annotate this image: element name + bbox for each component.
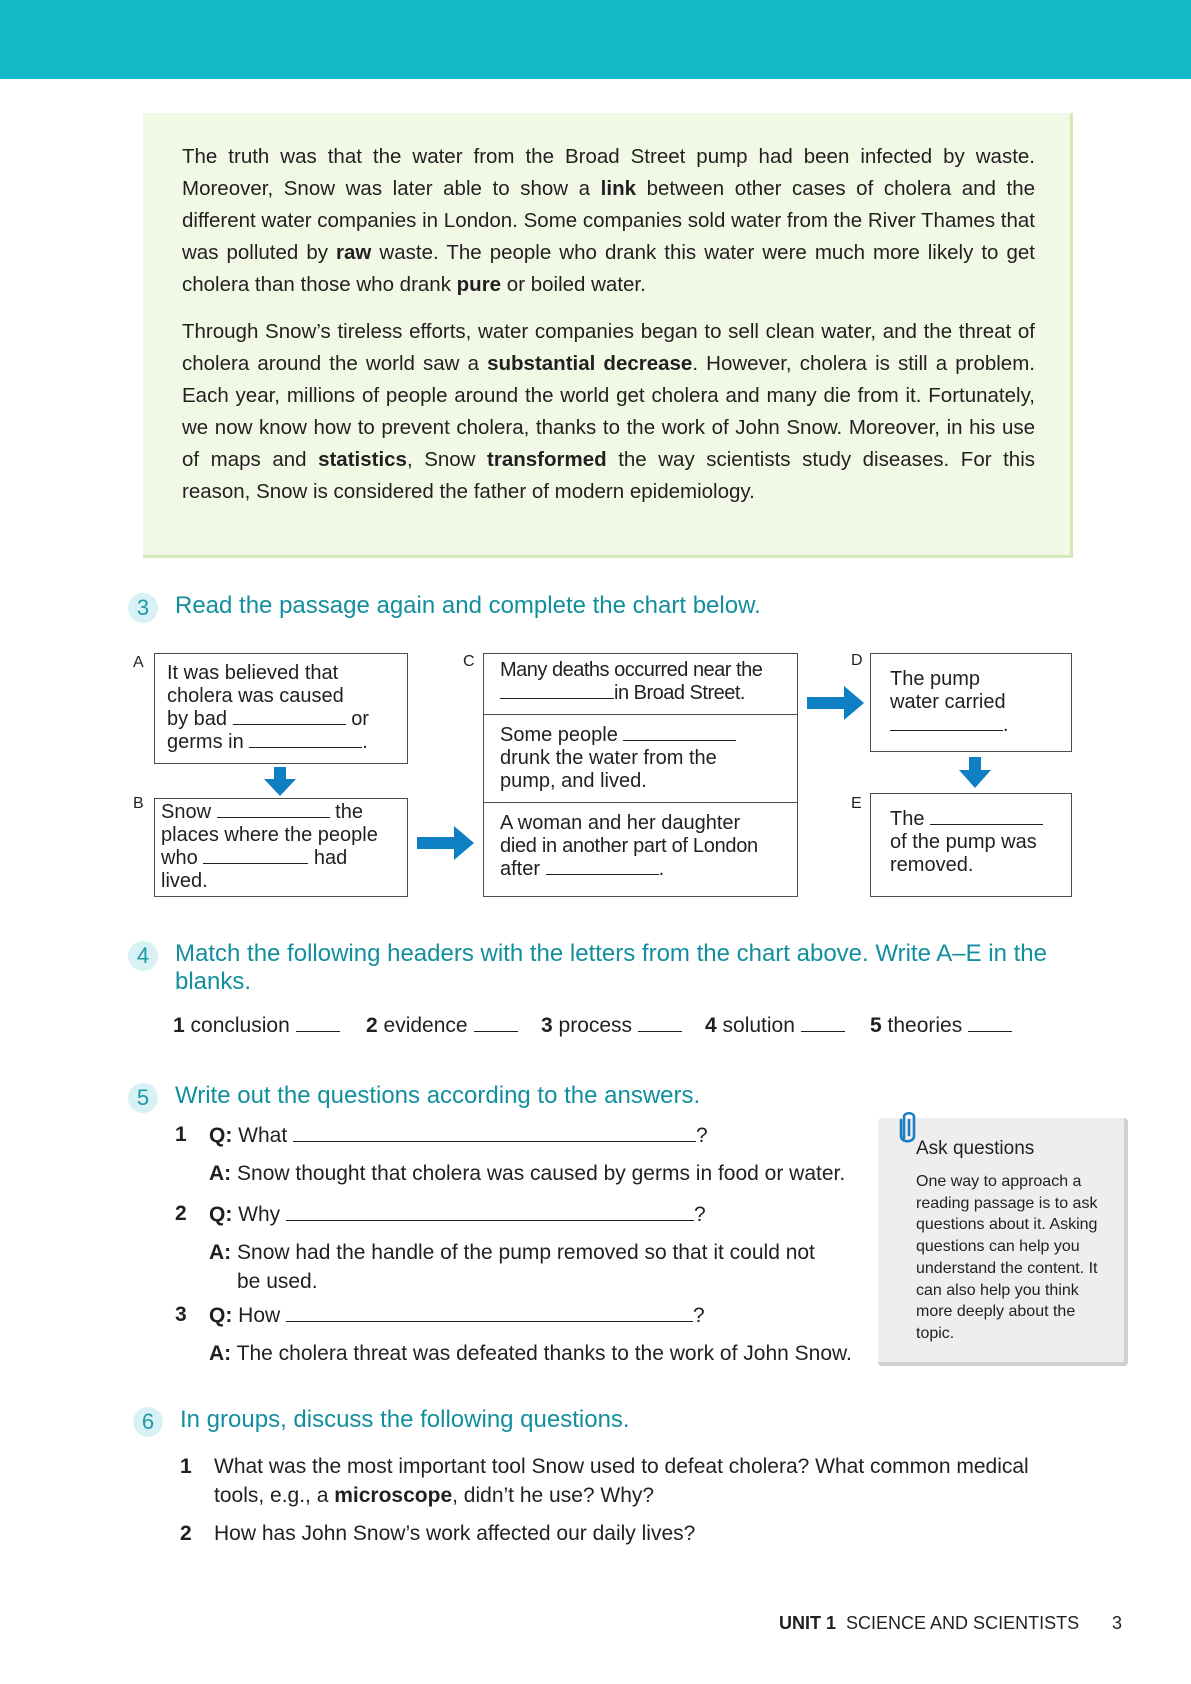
box-b-line: Snow the: [161, 801, 363, 823]
box-b-line: places where the people: [161, 824, 378, 846]
page-footer: UNIT 1 SCIENCE AND SCIENTISTS: [779, 1613, 1080, 1633]
answer-blank[interactable]: [217, 802, 330, 818]
answer-row: A: Snow thought that cholera was caused by germs in food or water.: [209, 1162, 846, 1185]
answer-blank[interactable]: [890, 715, 1003, 731]
box-c-line: in Broad Street.: [500, 682, 745, 705]
top-banner: [0, 0, 1191, 79]
vocab-microscope: microscope: [334, 1484, 453, 1507]
answer-row: A: The cholera threat was defeated thanks to the work of John Snow.: [209, 1342, 852, 1365]
chart-divider: [483, 714, 798, 715]
question-row: Q: How ?: [209, 1301, 705, 1330]
box-b-line: lived.: [161, 870, 208, 892]
vocab-link: link: [600, 177, 636, 200]
box-d-line: water carried: [890, 691, 1006, 713]
match-item: 4 solution: [705, 1013, 845, 1038]
box-c-line: Many deaths occurred near the: [500, 659, 763, 681]
match-item: 5 theories: [870, 1013, 1012, 1038]
box-a-line: cholera was caused: [167, 685, 344, 707]
question-row: 1: [175, 1123, 187, 1146]
vocab-statistics: statistics: [318, 448, 407, 471]
vocab-raw: raw: [336, 241, 372, 264]
chart-letter-a: A: [133, 654, 144, 671]
answer-blank[interactable]: [249, 732, 362, 748]
answer-blank[interactable]: [233, 709, 346, 725]
arrow-down-icon: [959, 757, 991, 789]
exercise-title: In groups, discuss the following questions.: [180, 1406, 630, 1433]
box-a-line: It was believed that: [167, 662, 339, 684]
vocab-substantial-decrease: substantial decrease: [487, 352, 693, 375]
box-d-line: .: [890, 714, 1009, 737]
passage-paragraph-1: The truth was that the water from the Broad Street pump had been infected by waste. Moreover, Snow was later able to show a link between other cases of cholera and the different water companies in London. Some companies sold water from the River Thames that was polluted by raw waste. The people who drank this water were much more likely to get cholera than those who drank pure or boiled water.: [182, 145, 1036, 296]
box-d-line: The pump: [890, 668, 981, 690]
answer-blank[interactable]: [801, 1013, 845, 1032]
question-row: 2: [175, 1202, 187, 1225]
answer-blank[interactable]: [623, 725, 736, 741]
answer-blank[interactable]: [546, 859, 659, 875]
chart-letter-e: E: [851, 795, 862, 812]
box-c-line: drunk the water from the: [500, 747, 717, 769]
box-b-line: who had: [161, 847, 348, 869]
question-row: 3: [175, 1303, 187, 1326]
box-c-line: after .: [500, 858, 665, 880]
box-c-line: pump, and lived.: [500, 770, 647, 792]
question-answer-line[interactable]: [293, 1121, 696, 1142]
tip-title: Ask questions: [916, 1138, 1035, 1159]
discussion-number: 2: [180, 1522, 192, 1545]
box-a-line: by bad or: [167, 708, 369, 730]
answer-blank[interactable]: [203, 848, 308, 864]
arrow-right-icon: [807, 686, 865, 720]
vocab-pure: pure: [456, 273, 502, 296]
arrow-down-icon: [264, 767, 296, 797]
box-e-line: removed.: [890, 854, 974, 876]
paperclip-icon: [896, 1108, 922, 1148]
question-answer-line[interactable]: [286, 1200, 694, 1221]
answer-blank[interactable]: [296, 1013, 340, 1032]
exercise-number: 3: [128, 593, 158, 623]
exercise-number: 5: [128, 1083, 158, 1113]
tip-body: One way to approach a reading passage is to ask questions about it. Asking questions can help you understand the content. It can also help you think more deeply about the topic.: [916, 1173, 1098, 1342]
answer-row: be used.: [237, 1270, 318, 1293]
page-number: 3: [1112, 1613, 1123, 1633]
exercise-number: 6: [133, 1407, 163, 1437]
answer-blank[interactable]: [968, 1013, 1012, 1032]
answer-blank[interactable]: [474, 1013, 518, 1032]
chart-letter-c: C: [463, 653, 475, 670]
box-a-line: germs in .: [167, 731, 368, 753]
exercise-number: 4: [128, 941, 158, 971]
arrow-right-icon: [417, 826, 475, 860]
answer-blank[interactable]: [500, 683, 614, 699]
chart-divider: [483, 802, 798, 803]
passage-paragraph-2: Through Snow’s tireless efforts, water companies began to sell clean water, and the threat of cholera around the world saw a substantial decrease. However, cholera is still a problem. Each year, millions of people around the world get cholera and many die from it. Fortunately, we now know how to prevent cholera, thanks to the work of John Snow. Moreover, in his use of maps and statistics, Snow transformed the way scientists study diseases. For this reason, Snow is considered the father of modern epidemiology.: [182, 320, 1035, 503]
vocab-transformed: transformed: [487, 448, 607, 471]
tip-box: [878, 1118, 1128, 1366]
box-c-line: Some people: [500, 724, 736, 747]
question-row: Q: What ?: [209, 1121, 708, 1150]
match-item: 3 process: [541, 1013, 682, 1038]
exercise-title: Match the following headers with the letters from the chart above. Write A–E in the blanks.: [175, 940, 1048, 995]
match-item: 2 evidence: [366, 1013, 518, 1038]
chart-letter-d: D: [851, 652, 863, 669]
answer-blank[interactable]: [930, 809, 1043, 825]
answer-blank[interactable]: [638, 1013, 682, 1032]
match-item: 1 conclusion: [173, 1013, 340, 1038]
exercise-title: Read the passage again and complete the chart below.: [175, 592, 761, 619]
discussion-number: 1: [180, 1455, 192, 1478]
discussion-question: What was the most important tool Snow used to defeat cholera? What common medical tools, e.g., a microscope, didn’t he use? Why?: [214, 1455, 1029, 1507]
exercise-title: Write out the questions according to the answers.: [175, 1082, 701, 1109]
box-c-line: A woman and her daughter: [500, 812, 741, 834]
discussion-question: How has John Snow’s work affected our daily lives?: [214, 1522, 696, 1545]
box-e-line: of the pump was: [890, 831, 1037, 853]
question-row: Q: Why ?: [209, 1200, 706, 1229]
answer-row: A: Snow had the handle of the pump removed so that it could not: [209, 1241, 815, 1264]
box-e-line: The: [890, 808, 1043, 831]
reading-passage: [143, 113, 1073, 558]
box-c-line: died in another part of London: [500, 835, 758, 857]
chart-letter-b: B: [133, 795, 144, 812]
question-answer-line[interactable]: [286, 1301, 693, 1322]
